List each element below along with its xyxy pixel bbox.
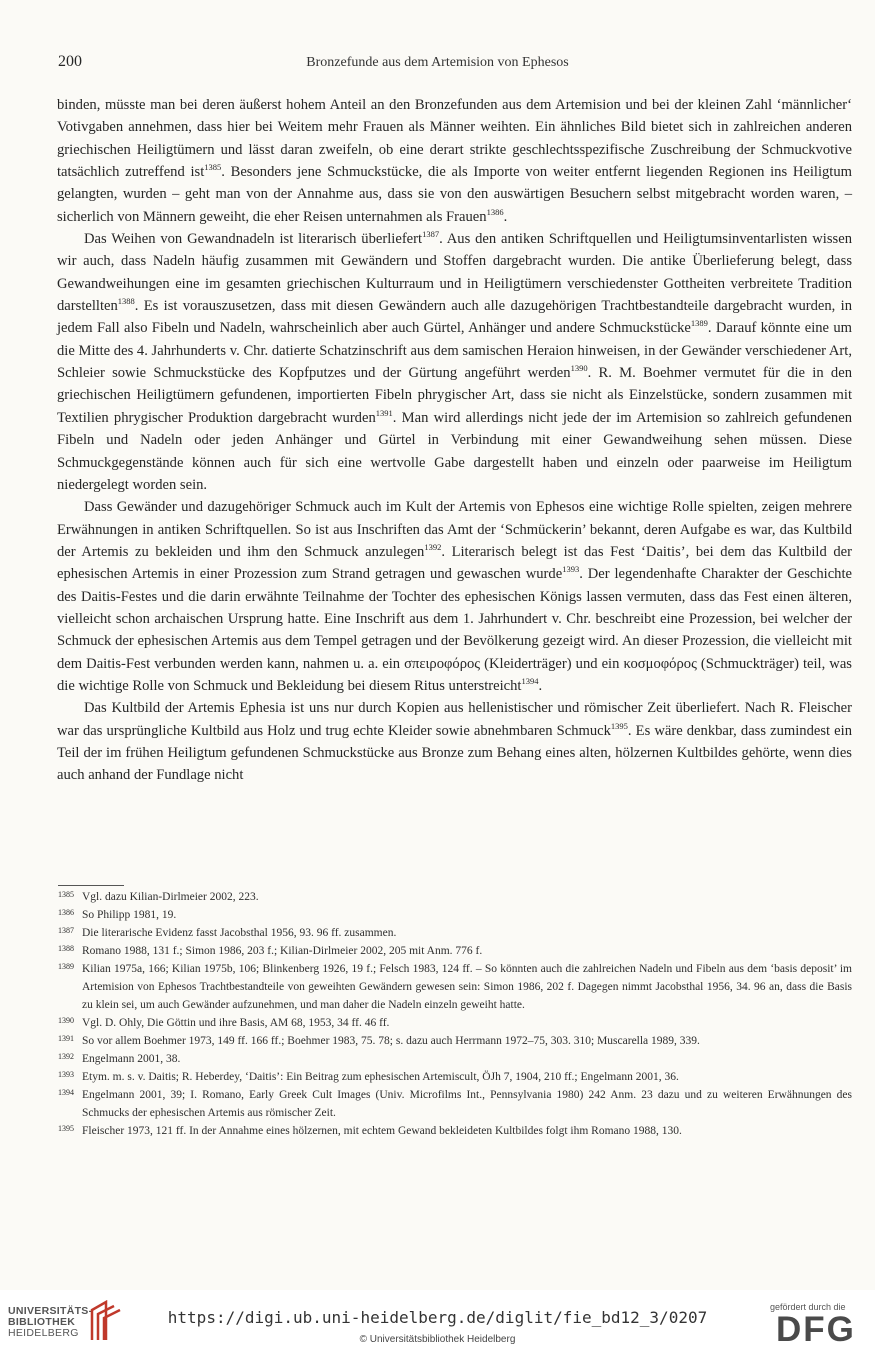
source-url[interactable]: https://digi.ub.uni-heidelberg.de/diglit/fie_bd12_3/0207 (167, 1308, 708, 1327)
text-segment: . Man wird allerdings nicht jede der im Artemision so zahlreich gefundenen Fibeln und Nadeln oder jeden Anhänger und Gürtel in Verbindung mit einer Gewandweihung sehen müssen. Diese Schmuckgegenstände können auch für sich eine wertvolle Gabe dargestellt haben und einzeln oder paarweise im Heiligtum niedergelegt worden sein. (57, 409, 853, 493)
main-text (57, 94, 852, 787)
footnote-text: Kilian 1975a, 166; Kilian 1975b, 106; Blinkenberg 1926, 19 f.; Felsch 1983, 124 ff. – So könnten auch die zahlreichen Nadeln und Fibeln aus dem ‘basis deposit’ im Artemision von Ephesos Trachtbestandteile von geweihten Gewändern gewesen sein: Simon 1986, 202 f. Dagegen nimmt Jacobsthal 1956, 34. 96 an, dass die Basis zu klein sei, um auch Gewänder aufzunehmen, und man daher die Nadeln einzeln geweiht hatte. (82, 963, 852, 1011)
paragraph (57, 228, 852, 496)
running-head: Bronzefunde aus dem Artemision von Ephesos (306, 55, 569, 70)
footnote-number: 1386 (58, 908, 74, 917)
footnote-ref[interactable]: 1394 (521, 675, 539, 686)
footnote (58, 1050, 852, 1068)
footnote-ref[interactable]: 1387 (422, 229, 440, 240)
footnote-ref[interactable]: 1388 (117, 296, 135, 307)
footnote-text: So vor allem Boehmer 1973, 149 ff. 166 ff.; Boehmer 1983, 75. 78; s. dazu auch Herrmann 1972–75, 303. 310; Muscarella 1989, 339. (82, 1035, 700, 1047)
text-segment: . Besonders jene Schmuckstücke, die als Importe von weiter entfernt liegenden Regionen ins Heiligtum gelangten, wurden – geht man von der Annahme aus, dass sie von den auswärtigen Besuchern selbst mitgebracht worden waren, – sicherlich von Männern geweiht, die eher Reisen unternahmen als Frauen (57, 164, 853, 225)
footnote-ref[interactable]: 1393 (562, 564, 580, 575)
library-logo-line1: UNIVERSITÄTS- (8, 1305, 93, 1317)
footnote-text: So Philipp 1981, 19. (82, 909, 177, 921)
footnote-text: Fleischer 1973, 121 ff. In der Annahme eines hölzernen, mit echtem Gewand bekleideten Kultbildes folgt ihm Romano 1988, 130. (82, 1125, 682, 1137)
footnote-ref[interactable]: 1389 (690, 318, 708, 329)
footnote-text: Vgl. dazu Kilian-Dirlmeier 2002, 223. (82, 891, 259, 903)
footnote-number: 1390 (58, 1016, 74, 1025)
text-segment: . Der legendenhafte Charakter der Geschichte des Daitis-Festes und die darin erwähnte Teilnahme der Tochter des ephesischen Königs lassen vermuten, dass das Fest einen älteren, vielleicht schon archaischen Ursprung hatte. Eine Inschrift aus dem 1. Jahrhundert v. Chr. beschreibt eine Prozession, bei welcher der Schmuck der ephesischen Artemis aus dem Tempel getragen und der Bevölkerung gezeigt wird. An dieser Prozession, die vielleicht mit dem Daitis-Fest verbunden werden kann, nahmen u. a. ein σπειροφόρος (Kleiderträger) und ein κοσμοφόρος (Schmuckträger) teil, was die wichtige Rolle von Schmuck und Bekleidung bei diesem Ritus unterstreicht (57, 566, 853, 694)
footnote-number: 1388 (58, 944, 74, 953)
text-segment: . Darauf könnte eine um die Mitte des 4. Jahrhunderts v. Chr. datierte Schatzinschrift aus dem samischen Heraion hinweisen, in der Gewänder verschiedener Art, Schleier sowie Schmuckstücke des Kopfputzes und der Gürtung angeführt werden (57, 320, 852, 382)
text-segment: . Literarisch belegt ist das Fest ‘Daitis’, bei dem das Kultbild der ephesischen Artemis in einer Prozession zum Strand getragen und gewaschen wurde (57, 543, 852, 583)
footnote (58, 1086, 852, 1122)
text-segment: . Es ist vorauszusetzen, dass mit diesen Gewändern auch alle dazugehörigen Trachtbestandteile dargebracht wurden, in jedem Fall also Fibeln und Nadeln, wahrscheinlich aber auch Gürtel, Anhänger und andere Schmuckstücke (57, 298, 852, 337)
library-logo-line2: BIBLIOTHEK (8, 1316, 76, 1328)
footnote (58, 906, 852, 924)
dfg-logo[interactable]: DFG (776, 1310, 856, 1349)
text-segment: . (503, 208, 508, 225)
footnote (58, 960, 852, 1014)
footnote-ref[interactable]: 1385 (204, 162, 222, 173)
footnote-text: Etym. m. s. v. Daitis; R. Heberdey, ‘Daitis’: Ein Beitrag zum ephesischen Artemiscult, ÖJh 7, 1904, 210 ff.; Engelmann 2001, 36. (82, 1071, 679, 1083)
text-segment: Dass Gewänder und dazugehöriger Schmuck auch im Kult der Artemis von Ephesos eine wichtige Rolle spielten, zeigen mehrere Erwähnungen in antiken Schriftquellen. So ist aus Inschriften das Amt der ‘Schmückerin’ bekannt, deren Aufgabe es war, das Kultbild der Artemis zu bekleiden und ihm den Schmuck anzulegen (57, 499, 852, 560)
footnote-number: 1391 (58, 1034, 74, 1043)
footnote-text: Romano 1988, 131 f.; Simon 1986, 203 f.; Kilian-Dirlmeier 2002, 205 mit Anm. 776 f. (82, 945, 483, 957)
footnote (58, 1032, 852, 1050)
footnote-ref[interactable]: 1391 (375, 407, 393, 418)
footnote (58, 924, 852, 942)
footnote-number: 1394 (58, 1088, 74, 1097)
library-logo-line3: HEIDELBERG (8, 1327, 79, 1339)
text-segment: Das Kultbild der Artemis Ephesia ist uns nur durch Kopien aus hellenistischer und römischer Zeit überliefert. Nach R. Fleischer war das ursprüngliche Kultbild aus Holz und trug echte Kleider sowie abnehmbaren Schmuck (57, 700, 852, 739)
footnote-number: 1389 (58, 962, 74, 971)
footnote-number: 1393 (58, 1070, 74, 1079)
footnote-ref[interactable]: 1390 (570, 363, 588, 374)
page-number: 200 (58, 53, 82, 70)
footnote-text: Vgl. D. Ohly, Die Göttin und ihre Basis, AM 68, 1953, 34 ff. 46 ff. (82, 1017, 390, 1029)
footnote-rule (58, 885, 124, 886)
text-segment: . Es wäre denkbar, dass zumindest ein Teil der im frühen Heiligtum gefundenen Schmuckstücke aus Bronze zum Behang eines alten, hölzernen Kultbildes gehörte, wenn dies auch anhand der Fundlage nicht (57, 722, 853, 784)
footnote (58, 888, 852, 906)
text-segment: Das Weihen von Gewandnadeln ist literarisch überliefert (84, 231, 423, 248)
footnote-number: 1392 (58, 1052, 74, 1061)
footnote-ref[interactable]: 1395 (610, 720, 628, 731)
footnote (58, 1122, 852, 1140)
footnote (58, 1068, 852, 1086)
text-segment: . Aus den antiken Schriftquellen und Heiligtumsinventarlisten wissen wir auch, dass Nadeln häufig zusammen mit Gewändern und Stoffen dargebracht wurden. Die antike Überlieferung belegt, dass Gewandweihungen eine im gesamten griechischen Kulturraum und in Heiligtümern verschiedenster Gottheiten verbreitete Tradition darstellten (57, 231, 852, 315)
footnote-text: Engelmann 2001, 38. (82, 1053, 181, 1065)
footnotes (58, 888, 852, 1140)
footnote-text: Die literarische Evidenz fasst Jacobsthal 1956, 93. 96 ff. zusammen. (82, 927, 397, 939)
footnote-number: 1387 (58, 926, 74, 935)
footnote (58, 942, 852, 960)
text-segment: . R. M. Boehmer vermutet für die in den griechischen Heiligtümern gefundenen, importierten Fibeln phrygischer Art, dass sie nicht als Einzelstücke, sondern zusammen mit Textilien phrygischer Produktion dargebracht wurden (57, 365, 852, 426)
footnote-number: 1385 (58, 890, 74, 899)
paragraph (57, 94, 852, 228)
copyright: © Universitätsbibliothek Heidelberg (359, 1334, 516, 1345)
paragraph (57, 697, 852, 786)
dfg-caption: gefördert durch die (770, 1302, 846, 1312)
text-segment: . (538, 677, 543, 694)
footnote (58, 1014, 852, 1032)
text-segment: binden, müsste man bei deren äußerst hohem Anteil an den Bronzefunden aus dem Artemision und bei der kleinen Zahl ‘männlicher‘ Votivgaben annehmen, dass hier bei Weitem mehr Frauen als Männer weihten. Ein ähnliches Bild bietet sich in zahlreichen anderen griechischen Heiligtümern und lässt daran zweifeln, ob eine derart strikte geschlechtsspezifische Zuschreibung der Schmuckvotive tatsächlich zutreffend ist (57, 97, 852, 181)
footnote-ref[interactable]: 1386 (486, 206, 504, 217)
footnote-text: Engelmann 2001, 39; I. Romano, Early Greek Cult Images (Univ. Microfilms Int., Pennsylvania 1980) 242 Anm. 23 dazu und zu weiteren Erwähnungen des Schmucks der ephesischen Artemis aus römischer Zeit. (82, 1089, 852, 1119)
paragraph (57, 496, 852, 697)
footnote-ref[interactable]: 1392 (424, 541, 442, 552)
footnote-number: 1395 (58, 1124, 74, 1133)
